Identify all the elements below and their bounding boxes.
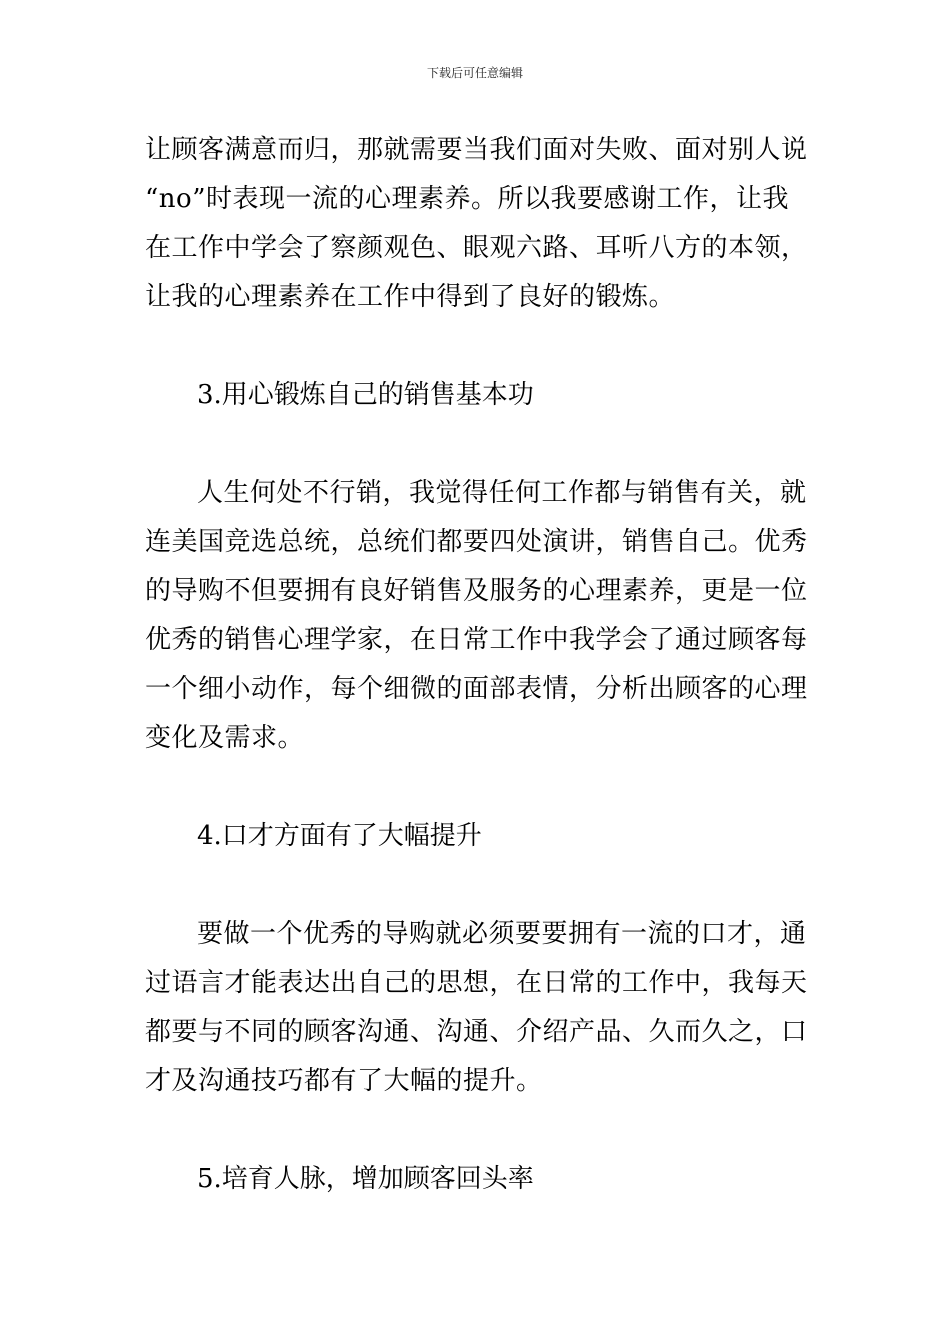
paragraph-line: 人生何处不行销，我觉得任何工作都与销售有关，就 <box>197 478 807 508</box>
section-heading-5: 5.培育人脉，增加顾客回头率 <box>197 1164 534 1194</box>
section-heading-3: 3.用心锻炼自己的销售基本功 <box>197 380 534 410</box>
paragraph-3 <box>145 910 809 1106</box>
paragraph-line: “no”时表现一流的心理素养。所以我要感谢工作，让我 <box>145 184 789 214</box>
paragraph-line: 让顾客满意而归，那就需要当我们面对失败、面对别人说 <box>145 135 808 165</box>
paragraph-line: 一个细小动作，每个细微的面部表情，分析出顾客的心理 <box>145 674 808 704</box>
paragraph-line: 都要与不同的顾客沟通、沟通、介绍产品、久而久之，口 <box>145 1017 808 1047</box>
paragraph-line: 在工作中学会了察颜观色、眼观六路、耳听八方的本领， <box>145 233 808 263</box>
paragraph-line: 让我的心理素养在工作中得到了良好的锻炼。 <box>145 282 676 312</box>
paragraph-line: 优秀的销售心理学家，在日常工作中我学会了通过顾客每 <box>145 625 808 655</box>
paragraph-line: 变化及需求。 <box>145 723 305 753</box>
paragraph-line: 连美国竞选总统，总统们都要四处演讲，销售自己。优秀 <box>145 527 808 557</box>
paragraph-1 <box>145 126 809 322</box>
paragraph-line: 要做一个优秀的导购就必须要要拥有一流的口才，通 <box>197 919 807 949</box>
paragraph-line: 的导购不但要拥有良好销售及服务的心理素养，更是一位 <box>145 576 808 606</box>
paragraph-line: 过语言才能表达出自己的思想，在日常的工作中，我每天 <box>145 968 808 998</box>
document-body <box>145 126 809 1204</box>
paragraph-line: 才及沟通技巧都有了大幅的提升。 <box>145 1066 543 1096</box>
section-heading-4: 4.口才方面有了大幅提升 <box>197 821 482 851</box>
paragraph-2 <box>145 469 809 763</box>
page-header: 下载后可任意编辑 <box>426 66 523 80</box>
